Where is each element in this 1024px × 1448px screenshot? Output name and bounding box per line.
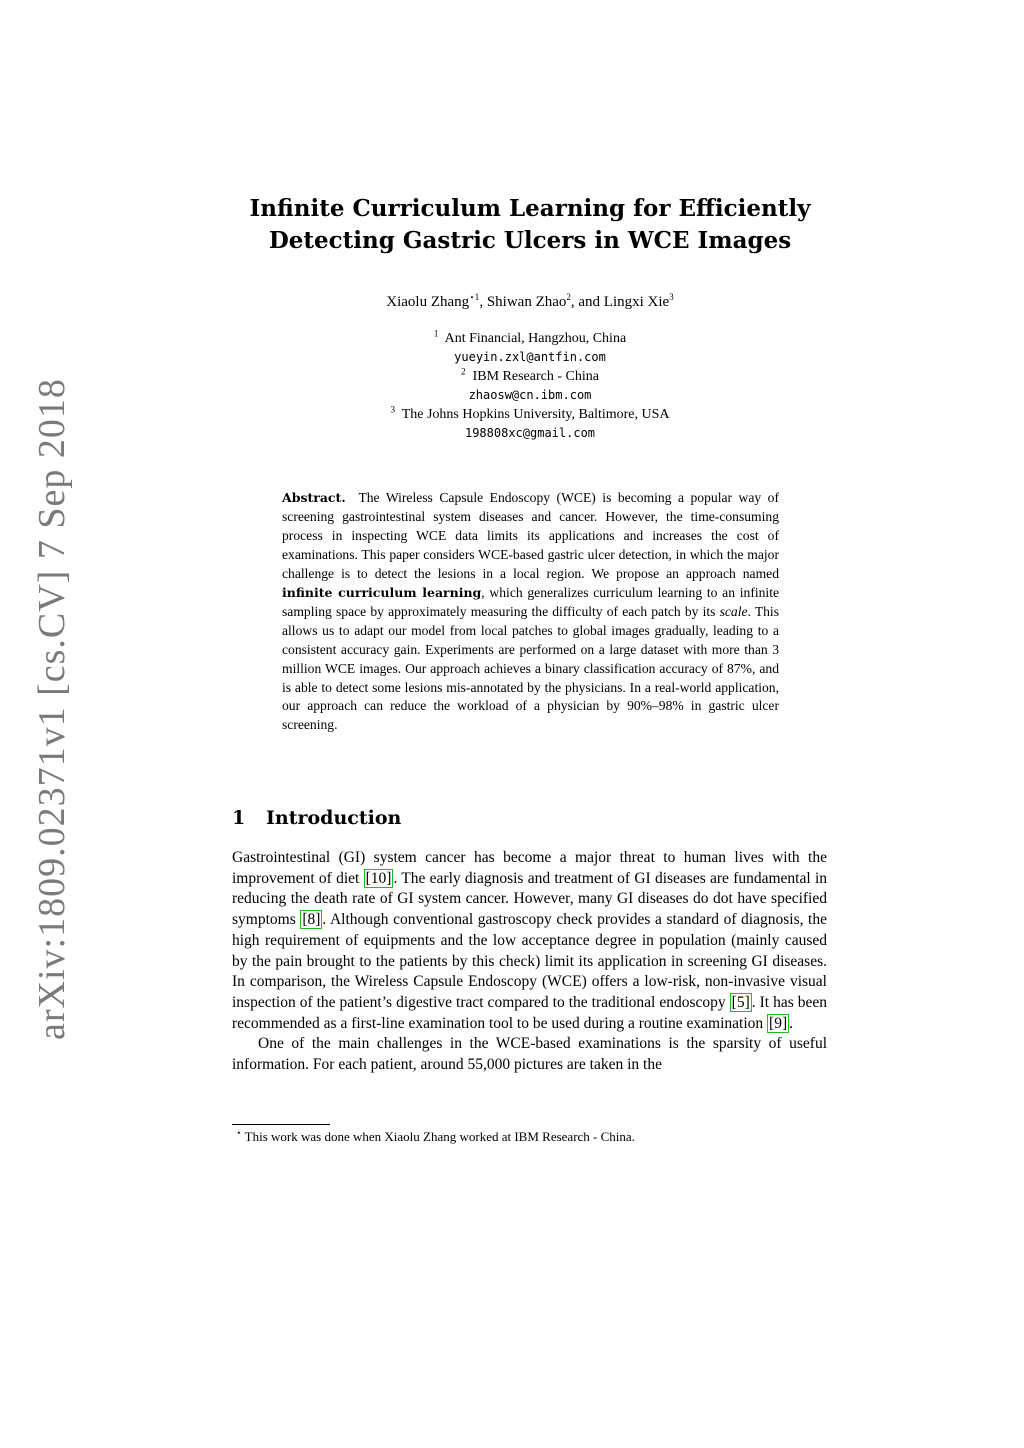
- abstract-text-1: The Wireless Capsule Endoscopy (WCE) is becoming a popular way of screening gastrointestinal system diseases and cancer. However, the time-consuming process in inspecting WCE data limits its applications and increases the cost of examinations. This paper considers WCE-based gastric ulcer detection, in which the major challenge is to detect the lesions in a local region. We propose an approach named: [282, 490, 779, 581]
- abstract: [282, 489, 779, 735]
- citation-10[interactable]: [10]: [365, 869, 392, 887]
- affiliation-2-email: zhaosw@cn.ibm.com: [468, 388, 592, 402]
- author-1: Xiaolu Zhang: [386, 294, 470, 310]
- footnote: [236, 1128, 826, 1146]
- section-title: Introduction: [266, 807, 402, 829]
- paragraph-1-text: . It has been recommended as a first-line examination tool to be used during a routine examination: [232, 993, 827, 1032]
- affiliation-3-name: The Johns Hopkins University, Baltimore, USA: [401, 407, 670, 422]
- affiliation-2-number: 2: [461, 366, 466, 377]
- author-1-mark: ⋆1: [469, 292, 480, 302]
- title-line-1: Infinite Curriculum Learning for Efficiently: [249, 195, 811, 222]
- citation-8[interactable]: [8]: [302, 911, 321, 929]
- author-2: , Shiwan Zhao: [479, 294, 567, 310]
- affiliation-2: [200, 367, 860, 386]
- affiliations: [200, 329, 860, 443]
- paragraph-1-text: Gastrointestinal (GI) system cancer has become a major threat to human lives with the improvement of diet: [232, 849, 827, 887]
- arxiv-identifier: arXiv:1809.02371v1 [cs.CV] 7 Sep 2018: [31, 378, 73, 1040]
- affiliation-1-name: Ant Financial, Hangzhou, China: [444, 331, 627, 346]
- paragraph-1-text: . The early diagnosis and treatment of GI diseases are fundamental in reducing the death rate of GI system cancer. However, many GI diseases do dot have specified symptoms: [232, 869, 827, 929]
- citation-9[interactable]: [9]: [769, 1014, 788, 1032]
- affiliation-1-number: 1: [433, 328, 439, 339]
- abstract-label: Abstract.: [282, 490, 346, 505]
- author-3-mark: 3: [669, 292, 674, 302]
- citation-5[interactable]: [5]: [731, 993, 750, 1011]
- footnote-text: This work was done when Xiaolu Zhang worked at IBM Research - China.: [244, 1129, 635, 1144]
- abstract-text-2: , which generalizes curriculum learning to an infinite sampling space by approximately measuring the difficulty of each patch by its: [282, 584, 780, 619]
- section-heading: [232, 805, 401, 831]
- author-list: [200, 291, 860, 313]
- paper-title: [200, 193, 860, 257]
- title-line-2: Detecting Gastric Ulcers in WCE Images: [268, 227, 792, 254]
- introduction-body: [232, 848, 827, 1076]
- section-number: 1: [232, 807, 246, 829]
- abstract-key-term: infinite curriculum learning: [282, 584, 482, 600]
- author-3: , and Lingxi Xie: [570, 294, 670, 310]
- affiliation-2-name: IBM Research - China: [472, 369, 599, 384]
- paragraph-1-text: . Although conventional gastroscopy check provides a standard of diagnosis, the high requirement of equipments and the low acceptance degree in population (mainly caused by the pain brought to the patients by this check) limit its application in screening GI diseases. In comparison, the Wireless Capsule Endoscopy (WCE) offers a low-risk, non-invasive visual inspection of the patient’s digestive tract compared to the traditional endoscopy: [232, 911, 827, 1011]
- affiliation-3-number: 3: [390, 404, 395, 415]
- footnote-divider: [232, 1124, 330, 1125]
- affiliation-3: [200, 405, 860, 424]
- abstract-text-3: . This allows us to adapt our model from local patches to global images gradually, leading to a consistent accuracy gain. Experiments are performed on a large dataset with more than 3 million WCE images. Our approach achieves a binary classification accuracy of 87%, and is able to detect some lesions mis-annotated by the physicians. In a real-world application, our approach can reduce the workload of a physician by 90%–98% in gastric ulcer screening.: [282, 603, 779, 733]
- affiliation-1: [200, 329, 860, 348]
- paragraph-1: [232, 848, 827, 1034]
- paragraph-1-text: .: [789, 1014, 793, 1032]
- abstract-italic-term: scale: [719, 603, 748, 619]
- paragraph-2: One of the main challenges in the WCE-based examinations is the sparsity of useful information. For each patient, around 55,000 pictures are taken in the: [232, 1035, 827, 1074]
- footnote-mark: ⋆: [236, 1127, 242, 1138]
- affiliation-3-email: 198808xc@gmail.com: [464, 426, 596, 440]
- author-2-mark: 2: [566, 292, 571, 302]
- affiliation-1-email: yueyin.zxl@antfin.com: [454, 350, 606, 364]
